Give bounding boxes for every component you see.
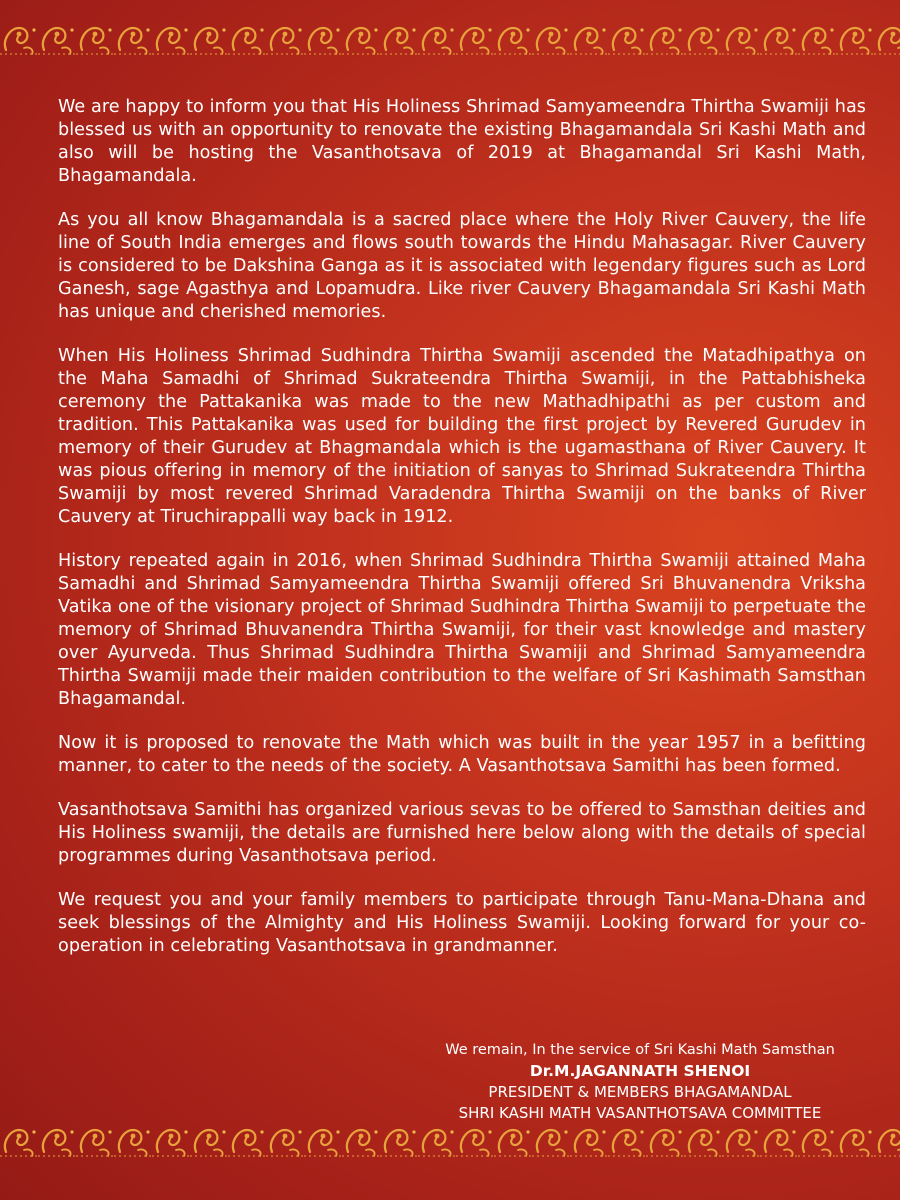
paragraph-bhagamandala: As you all know Bhagamandala is a sacred place where the Holy River Cauvery, the life line of South India emerges and flows south towards the Hindu Mahasagar. River Cauvery is considered to be Dakshina Ganga as it is associated with legendary figures such as Lord Ganesh, sage Agasthya and Lopamudra. Like river Cauvery Bhagamandala Sri Kashi Math has unique and cherished memories.	[58, 210, 866, 322]
top-decorative-border	[0, 20, 900, 58]
paragraph-sevas: Vasanthotsava Samithi has organized various sevas to be offered to Samsthan deities and His Holiness swamiji, the details are furnished here below along with the details of special programmes during Vasanthotsava period.	[58, 800, 866, 866]
paragraph-history-2016: History repeated again in 2016, when Shrimad Sudhindra Thirtha Swamiji attained Maha Samadhi and Shrimad Samyameendra Thirtha Swamiji offered Sri Bhuvanendra Vriksha Vatika one of the visionary project of Shrimad Sudhindra Thirtha Swamiji to perpetuate the memory of Shrimad Bhuvanendra Thirtha Swamiji, for their vast knowledge and mastery over Ayurveda. Thus Shrimad Sudhindra Thirtha Swamiji and Shrimad Samyameendra Thirtha Swamiji made their maiden contribution to the welfare of Sri Kashimath Samsthan Bhagamandal.	[58, 551, 866, 709]
paisley-border-icon	[0, 1122, 900, 1160]
paragraph-request: We request you and your family members to participate through Tanu-Mana-Dhana and seek blessings of the Almighty and His Holiness Swamiji. Looking forward for your co-operation in celebrating Vasanthotsava in grandmanner.	[58, 890, 866, 956]
signature-name: Dr.M.JAGANNATH SHENOI	[529, 1062, 751, 1080]
signature-title-line2: SHRI KASHI MATH VASANTHOTSAVA COMMITTEE	[458, 1104, 822, 1122]
paragraph-history-1912: When His Holiness Shrimad Sudhindra Thirtha Swamiji ascended the Matadhipathya on the Maha Samadhi of Shrimad Sukrateendra Thirtha Swamiji, in the Pattabhisheka ceremony the Pattakanika was made to the new Mathadhipathi as per custom and tradition. This Pattakanika was used for building the first project by Revered Gurudev in memory of their Gurudev at Bhagmandala which is the ugamasthana of River Cauvery. It was pious offering in memory of the initiation of sanyas to Shrimad Sukrateendra Thirtha Swamiji by most revered Shrimad Varadendra Thirtha Swamiji on the banks of River Cauvery at Tiruchirappalli way back in 1912.	[58, 346, 866, 527]
paisley-border-icon	[0, 20, 900, 58]
signature-remain: We remain, In the service of Sri Kashi Math Samsthan	[445, 1042, 835, 1058]
paragraph-intro: We are happy to inform you that His Holiness Shrimad Samyameendra Thirtha Swamiji has blessed us with an opportunity to renovate the existing Bhagamandala Sri Kashi Math and also will be hosting the Vasanthotsava of 2019 at Bhagamandal Sri Kashi Math, Bhagamandala.	[58, 97, 866, 186]
paragraph-renovation: Now it is proposed to renovate the Math which was built in the year 1957 in a befitting manner, to cater to the needs of the society. A Vasanthotsava Samithi has been formed.	[58, 733, 866, 776]
bottom-decorative-border	[0, 1122, 900, 1160]
signature-title-line1: PRESIDENT & MEMBERS BHAGAMANDAL	[488, 1083, 792, 1101]
signature-block	[380, 1040, 900, 1124]
letter-body	[58, 96, 866, 979]
